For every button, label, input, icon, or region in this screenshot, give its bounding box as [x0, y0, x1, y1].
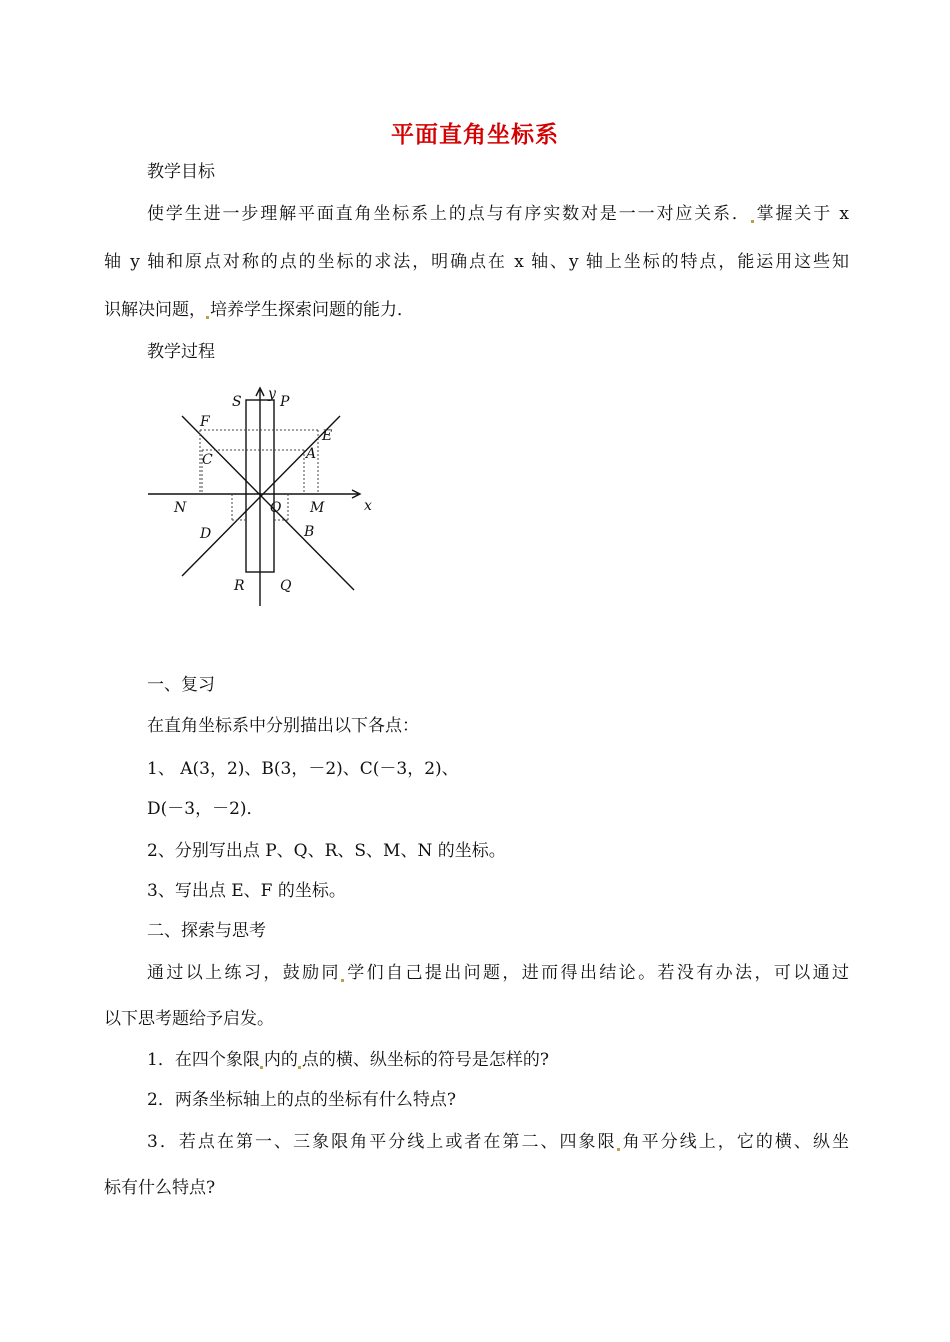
review-item-1: 1、 A(3，2)、B(3，－2)、C(－3，2)、 — [147, 759, 459, 779]
label-s: S — [232, 394, 242, 410]
question-2: 2．两条坐标轴上的点的坐标有什么特点? — [147, 1090, 456, 1110]
coordinate-figure — [140, 384, 380, 610]
marker-dot — [298, 1066, 301, 1069]
label-r: R — [234, 578, 245, 594]
review-heading: 一、复习 — [147, 675, 215, 695]
question-3 — [147, 1130, 849, 1154]
label-d: D — [200, 526, 212, 542]
section-heading-goal: 教学目标 — [147, 162, 215, 182]
goal-text: 识解决问题， — [104, 300, 206, 320]
label-f: F — [200, 414, 210, 430]
goal-line-2: 轴 y 轴和原点对称的点的坐标的求法，明确点在 x 轴、y 轴上坐标的特点，能运用这些知 — [104, 252, 849, 272]
review-intro: 在直角坐标系中分别描出以下各点： — [147, 716, 419, 736]
explore-line-2: 以下思考题给予启发。 — [104, 1009, 274, 1029]
review-item-1b: D(－3，－2)． — [147, 799, 264, 819]
page-title: 平面直角坐标系 — [391, 122, 559, 148]
question-text: 1．在四个象限 — [147, 1050, 260, 1070]
label-p: P — [280, 394, 290, 410]
explore-text: 通过以上练习，鼓励同 — [147, 963, 341, 983]
review-item-3: 3、写出点 E、F 的坐标。 — [147, 881, 346, 901]
goal-text: 使学生进一步理解平面直角坐标系上的点与有序实数对是一一对应关系． — [147, 204, 751, 224]
explore-line-1 — [147, 961, 849, 985]
marker-dot — [341, 979, 344, 982]
question-1 — [147, 1048, 549, 1072]
label-c: C — [202, 452, 213, 468]
marker-dot — [260, 1066, 263, 1069]
question-text: 内的 — [263, 1050, 298, 1070]
label-e: E — [322, 428, 333, 444]
marker-dot — [206, 316, 209, 319]
section-heading-process: 教学过程 — [147, 342, 215, 362]
question-text: 角平分线上，它的横、纵坐 — [620, 1132, 849, 1152]
marker-dot — [751, 220, 754, 223]
label-q: Q — [280, 578, 292, 594]
marker-dot — [617, 1148, 620, 1151]
label-n: N — [174, 500, 187, 516]
goal-text: 培养学生探索问题的能力． — [210, 300, 414, 320]
goal-line-3 — [104, 298, 414, 322]
label-x: x — [364, 498, 372, 514]
label-y: y — [268, 386, 276, 402]
goal-text: 掌握关于 x — [754, 204, 849, 224]
explore-heading: 二、探索与思考 — [147, 921, 266, 941]
explore-text: 学们自己提出问题，进而得出结论。若没有办法，可以通过 — [344, 963, 850, 983]
question-text: 3．若点在第一、三象限角平分线上或者在第二、四象限 — [147, 1132, 617, 1152]
label-a: A — [306, 446, 317, 462]
label-b: B — [304, 524, 315, 540]
label-m: M — [310, 500, 325, 516]
label-o: O — [270, 500, 282, 516]
review-item-2: 2、分别写出点 P、Q、R、S、M、N 的坐标。 — [147, 841, 506, 861]
goal-line-1 — [147, 202, 849, 226]
question-text: 点的横、纵坐标的符号是怎样的? — [301, 1050, 549, 1070]
question-3-cont: 标有什么特点? — [104, 1178, 216, 1198]
